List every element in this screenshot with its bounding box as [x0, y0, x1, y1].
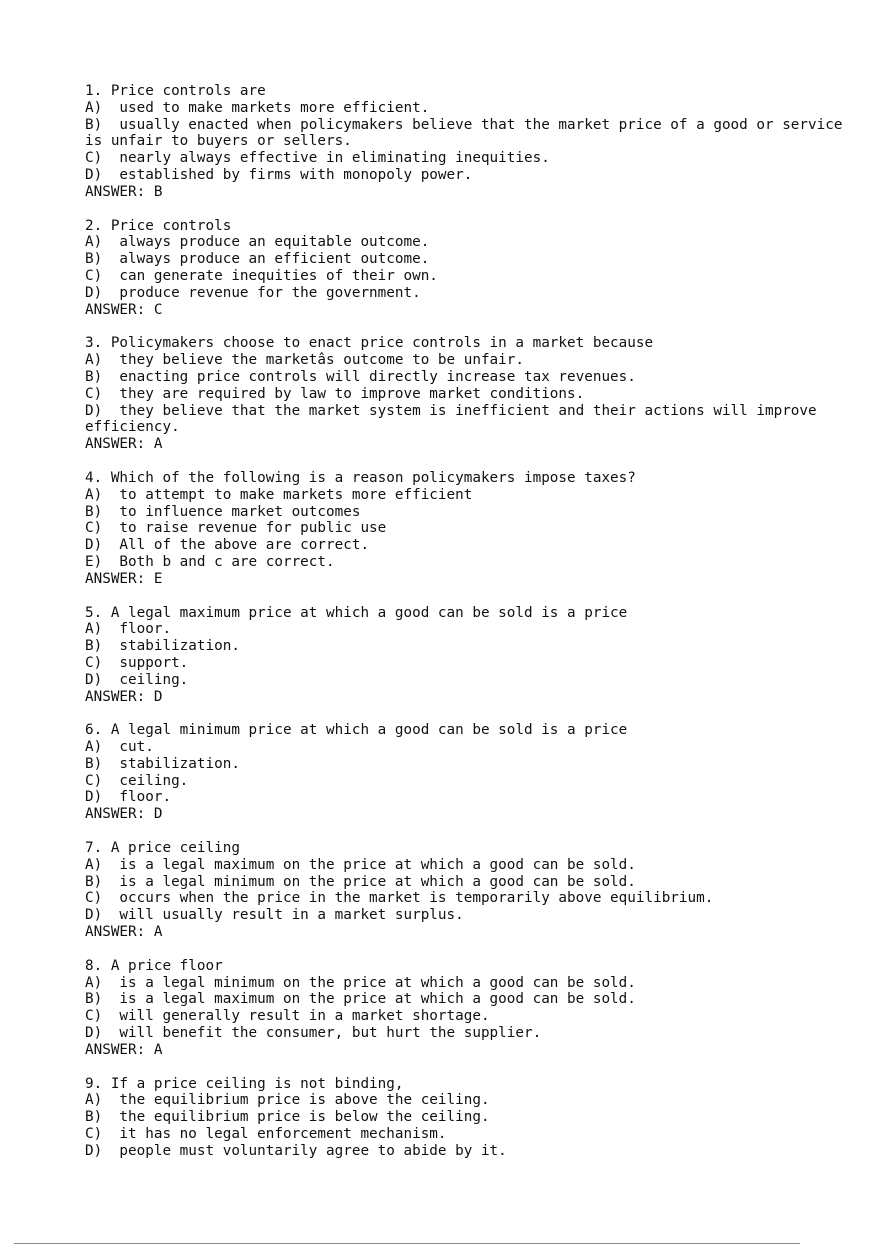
- question-stem: 5. A legal maximum price at which a good can be sold is a price: [85, 604, 628, 621]
- question-stem: 8. A price floor: [85, 957, 223, 974]
- question-stem: 9. If a price ceiling is not binding,: [85, 1075, 404, 1092]
- answer-option: C) ceiling.: [85, 772, 189, 789]
- question-stem: 4. Which of the following is a reason policymakers impose taxes?: [85, 469, 636, 486]
- question-6: [85, 722, 845, 823]
- answer-key: ANSWER: A: [85, 436, 163, 453]
- answer-option: B) always produce an efficient outcome.: [85, 251, 430, 268]
- answer-key: ANSWER: D: [85, 688, 163, 705]
- answer-option: A) used to make markets more efficient.: [85, 99, 430, 116]
- answer-option: D) they believe that the market system is inefficient and their actions will improve efficiency.: [85, 402, 826, 436]
- answer-option: A) always produce an equitable outcome.: [85, 234, 430, 251]
- answer-key: ANSWER: E: [85, 570, 163, 587]
- question-stem: 6. A legal minimum price at which a good can be sold is a price: [85, 722, 628, 739]
- answer-option: A) is a legal maximum on the price at which a good can be sold.: [85, 856, 636, 873]
- question-8: [85, 958, 845, 1059]
- answer-option: B) is a legal minimum on the price at which a good can be sold.: [85, 873, 636, 890]
- answer-option: C) support.: [85, 654, 189, 671]
- answer-key: ANSWER: A: [85, 1041, 163, 1058]
- answer-option: B) stabilization.: [85, 755, 240, 772]
- answer-option: C) nearly always effective in eliminating inequities.: [85, 150, 550, 167]
- question-3: [85, 335, 845, 453]
- answer-key: ANSWER: A: [85, 924, 163, 941]
- question-stem: 1. Price controls are: [85, 83, 266, 99]
- answer-option: B) is a legal maximum on the price at which a good can be sold.: [85, 991, 636, 1008]
- question-stem: 2. Price controls: [85, 217, 232, 234]
- answer-option: A) floor.: [85, 621, 172, 638]
- answer-option: A) to attempt to make markets more efficient: [85, 486, 473, 503]
- answer-option: D) floor.: [85, 789, 172, 806]
- answer-option: B) enacting price controls will directly increase tax revenues.: [85, 368, 636, 385]
- answer-option: C) they are required by law to improve market conditions.: [85, 385, 585, 402]
- answer-option: D) will usually result in a market surplus.: [85, 907, 464, 924]
- answer-option: C) will generally result in a market shortage.: [85, 1008, 490, 1025]
- question-2: [85, 218, 845, 319]
- question-stem: 7. A price ceiling: [85, 840, 240, 857]
- answer-key: ANSWER: C: [85, 301, 163, 318]
- answer-option: B) to influence market outcomes: [85, 503, 361, 520]
- footer-divider: [14, 1243, 800, 1244]
- answer-option: D) produce revenue for the government.: [85, 284, 421, 301]
- question-4: [85, 470, 845, 588]
- answer-option: C) it has no legal enforcement mechanism.: [85, 1126, 447, 1143]
- answer-key: ANSWER: D: [85, 806, 163, 823]
- answer-option: A) is a legal minimum on the price at which a good can be sold.: [85, 974, 636, 991]
- question-7: [85, 840, 845, 941]
- question-5: [85, 605, 845, 706]
- answer-option: B) the equilibrium price is below the ceiling.: [85, 1109, 490, 1126]
- answer-option: A) they believe the marketâs outcome to be unfair.: [85, 352, 524, 369]
- answer-option: E) Both b and c are correct.: [85, 553, 335, 570]
- answer-option: A) the equilibrium price is above the ceiling.: [85, 1092, 490, 1109]
- answer-option: B) usually enacted when policymakers believe that the market price of a good or service is unfair to buyers or sellers.: [85, 116, 852, 150]
- question-stem: 3. Policymakers choose to enact price controls in a market because: [85, 335, 654, 352]
- answer-option: D) ceiling.: [85, 671, 189, 688]
- question-1: [85, 83, 852, 201]
- answer-option: B) stabilization.: [85, 638, 240, 655]
- question-9: [85, 1076, 845, 1160]
- question-list: [85, 83, 852, 1177]
- answer-option: C) to raise revenue for public use: [85, 520, 387, 537]
- answer-option: C) occurs when the price in the market is temporarily above equilibrium.: [85, 890, 714, 907]
- answer-option: D) All of the above are correct.: [85, 537, 370, 554]
- answer-option: D) people must voluntarily agree to abide by it.: [85, 1142, 507, 1159]
- answer-key: ANSWER: B: [85, 183, 163, 200]
- answer-option: D) will benefit the consumer, but hurt the supplier.: [85, 1025, 542, 1042]
- answer-option: D) established by firms with monopoly power.: [85, 166, 473, 183]
- answer-option: C) can generate inequities of their own.: [85, 267, 438, 284]
- answer-option: A) cut.: [85, 739, 154, 756]
